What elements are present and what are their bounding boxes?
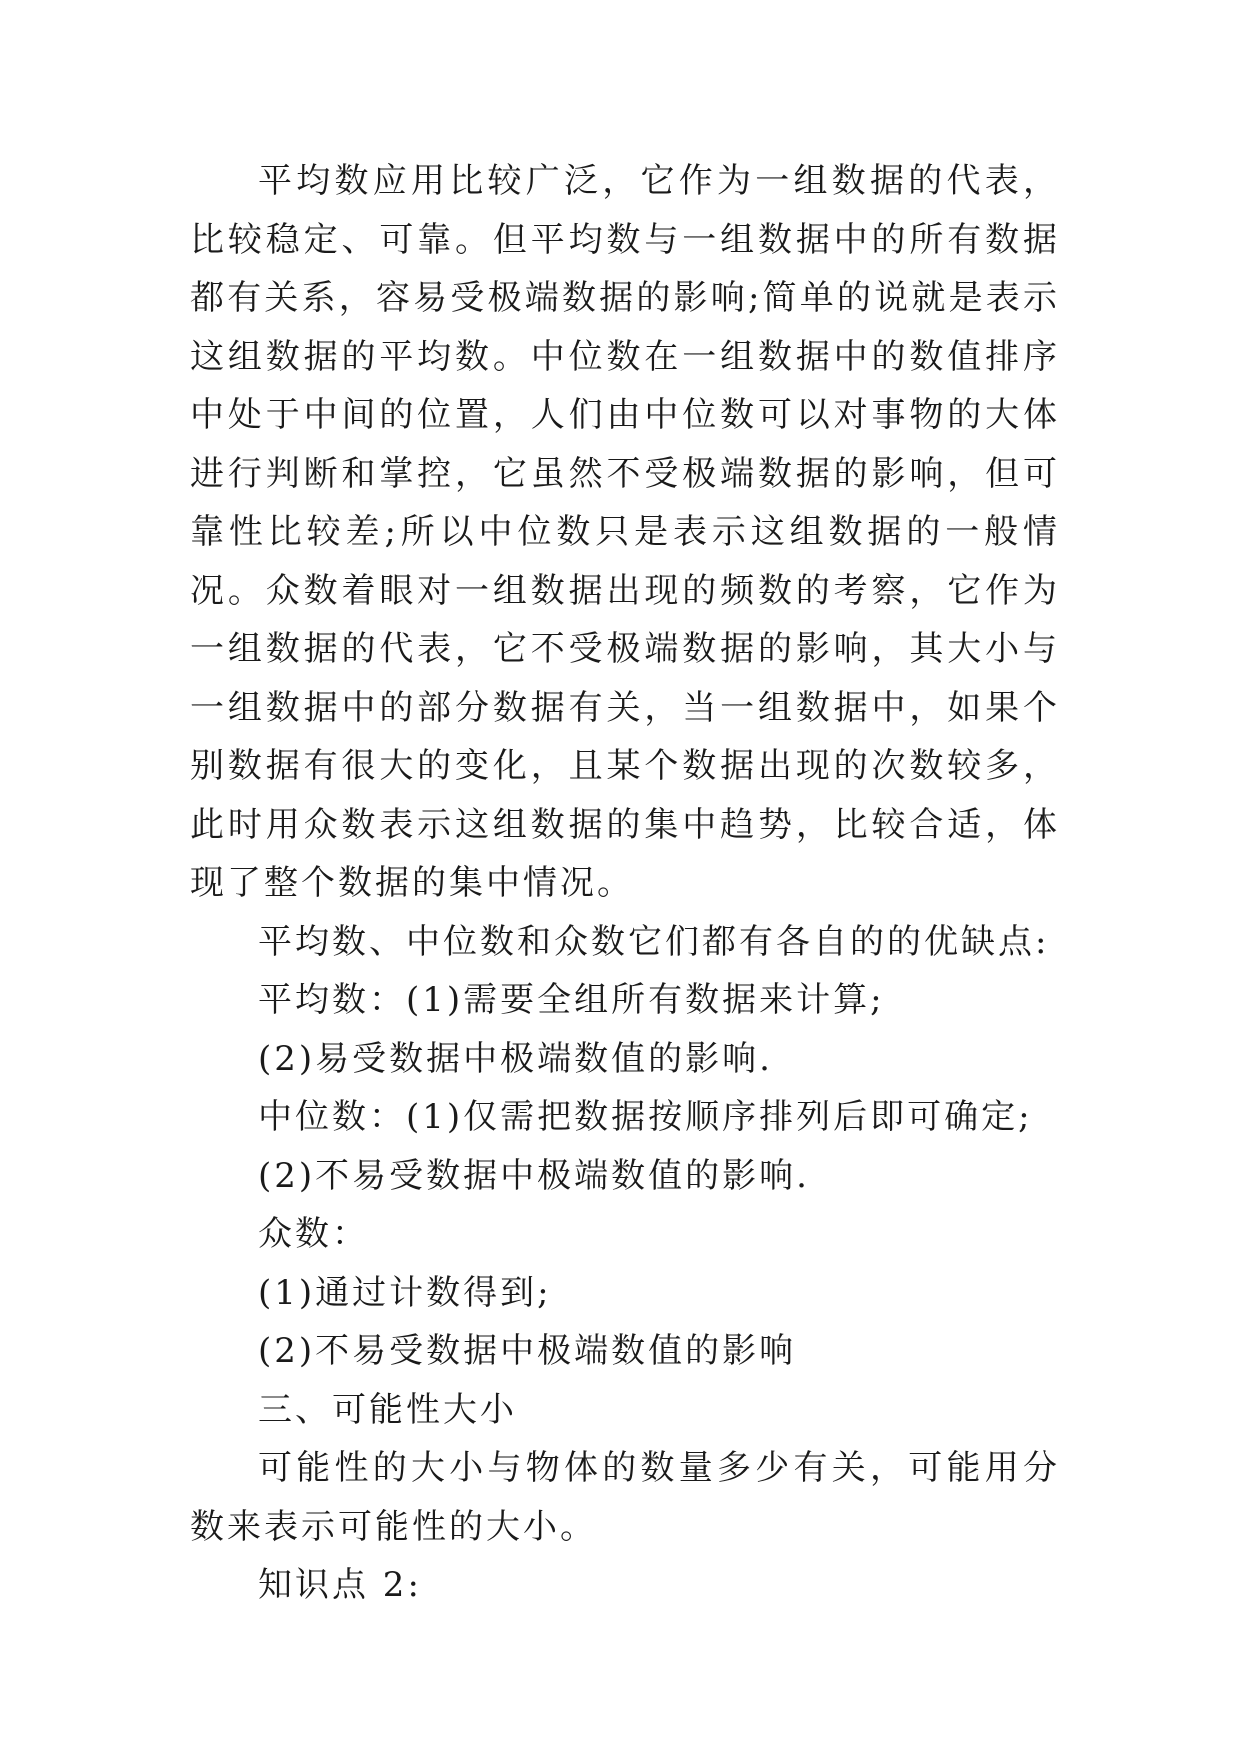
paragraph-mean-median-mode: 平均数应用比较广泛，它作为一组数据的代表，比较稳定、可靠。但平均数与一组数据中的所有数据都有关系，容易受极端数据的影响;简单的说就是表示这组数据的平均数。中位数在一组数据中的数值排序中处于中间的位置，人们由中位数可以对事物的大体进行判断和掌控，它虽然不受极端数据的影响，但可靠性比较差;所以中位数只是表示这组数据的一般情况。众数着眼对一组数据出现的频数的考察，它作为一组数据的代表，它不受极端数据的影响，其大小与一组数据中的部分数据有关，当一组数据中，如果个别数据有很大的变化，且某个数据出现的次数较多，此时用众数表示这组数据的集中趋势，比较合适，体现了整个数据的集中情况。 [190,161,1060,903]
paragraph-possibility: 可能性的大小与物体的数量多少有关，可能用分数来表示可能性的大小。 [190,1448,1060,1547]
section-heading-possibility: 三、可能性大小 [258,1389,517,1430]
document-content [190,152,1060,1615]
line-median-1: 中位数：(1)仅需把数据按顺序排列后即可确定; [258,1097,1033,1137]
line-mean-2: (2)易受数据中极端数值的影响. [258,1038,773,1079]
line-mode-1: (1)通过计数得到; [258,1272,552,1313]
line-pros-cons-intro: 平均数、中位数和众数它们都有各自的的优缺点: [258,921,1050,962]
line-mean-1: 平均数：(1)需要全组所有数据来计算; [258,980,885,1020]
knowledge-point-heading: 知识点 2: [258,1565,422,1605]
line-mode-heading: 众数： [258,1214,369,1254]
line-median-2: (2)不易受数据中极端数值的影响. [258,1155,810,1196]
line-mode-2: (2)不易受数据中极端数值的影响 [258,1331,797,1371]
